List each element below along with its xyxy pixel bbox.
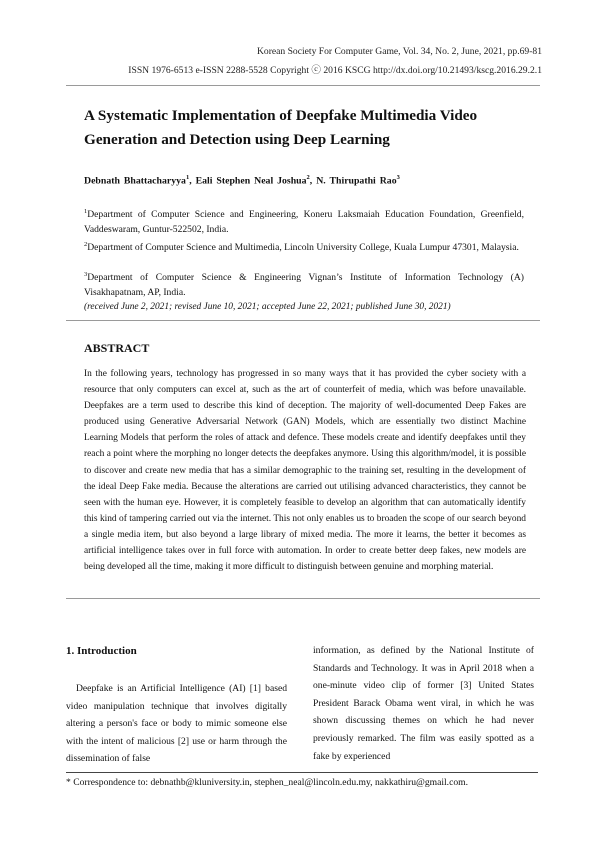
- publication-dates: (received June 2, 2021; revised June 10, 2021; accepted June 22, 2021; published June 30, 2021): [84, 302, 451, 312]
- author-affiliation-mark: 3: [396, 174, 400, 181]
- section-heading-introduction: 1. Introduction: [66, 645, 137, 657]
- author-affiliation-mark: 2: [306, 174, 310, 181]
- correspondence-footnote: * Correspondence to: debnathb@kluniversity.in, stephen_neal@lincoln.edu.my, nakkathiru@gmail.com.: [66, 777, 468, 788]
- abstract-heading: ABSTRACT: [84, 341, 150, 355]
- abstract-top-rule: [66, 320, 540, 321]
- affiliation-2: $^2$Department of Computer Science and Multimedia, Lincoln University College, Kuala Lumpur 47301, Malaysia.: [84, 241, 519, 254]
- journal-citation: Korean Society For Computer Game, Vol. 34, No. 2, June, 2021, pp.69-81: [256, 46, 542, 57]
- affiliation-3: $^3$Department of Computer Science & Engineering Vignan’s Institute of Information Technology (A) Visakhapatnam, AP, India.: [84, 271, 524, 298]
- header-rule: [66, 85, 540, 86]
- author-list: Debnath Bhattacharyya$^1$, Eali Stephen Neal Joshua$^2$, N. Thirupathi Rao$^3$: [84, 174, 400, 187]
- paper-title: A Systematic Implementation of Deepfake Multimedia Video Generation and Detection using Deep Learning: [84, 107, 478, 148]
- intro-left-column: Deepfake is an Artificial Intelligence (AI) [1] based video manipulation technique that involves digitally altering a person's face or body to mimic someone else with the intent of malicious [2] use or harm through the dissemination of false: [66, 683, 287, 765]
- author-name: Eali Stephen Neal Joshua: [195, 175, 307, 187]
- intro-right-column: information, as defined by the National Institute of Standards and Technology. It was in April 2018 when a one-minute video clip of former [3] United States President Barack Obama went viral, in which he was shown discussing themes on which he had never previously remarked. The film was easily spotted as a fake by experienced: [313, 645, 534, 762]
- issn-copyright-line: ISSN 1976-6513 e-ISSN 2288-5528 Copyright ⓒ 2016 KSCG http://dx.doi.org/10.21493/kscg.2016.29.2.1: [128, 65, 542, 76]
- author-name: Debnath Bhattacharyya: [84, 175, 186, 187]
- affiliation-1: $^1$Department of Computer Science and Engineering, Koneru Laksmaiah Education Foundation, Greenfield, Vaddeswaram, Guntur-522502, India.: [84, 208, 524, 235]
- abstract-bottom-rule: [66, 598, 540, 599]
- abstract-body: In the following years, technology has progressed in so many ways that it has provided the cyber society with a resource that only computers can excel at, such as the art of counterfeit of media, which was before unavailable. Deepfakes are a term used to describe this kind of deception. The majority of well-documented Deep Fakes are produced using Generative Adversarial Network (GAN) Models, which are essentially two distinct Machine Learning Models that perform the roles of attack and defence. These models create and identify deepfakes until they reach a point where the morphing no longer detects the deepfakes anymore. Using this algorithm/model, it is possible to discover and create new media that has a similar demographic to the training set, resulting in the development of the ideal Deep Fake media. Because the alterations are carried out utilising advanced characteristics, they cannot be seen with the human eye. However, it is completely feasible to develop an algorithm that can automatically identify this kind of tampering carried out via the internet. This not only enables us to broaden the scope of our search beyond a single media item, but also beyond a large library of mixed media. The more it learns, the better it becomes as artificial intelligence takes over in full force with automation. In order to create better deep fakes, new models are being developed all the time, making it more difficult to distinguish between genuine and morphing material.: [84, 369, 526, 573]
- author-name: N. Thirupathi Rao: [316, 175, 397, 187]
- author-affiliation-mark: 1: [185, 174, 190, 181]
- footnote-rule: [66, 772, 538, 773]
